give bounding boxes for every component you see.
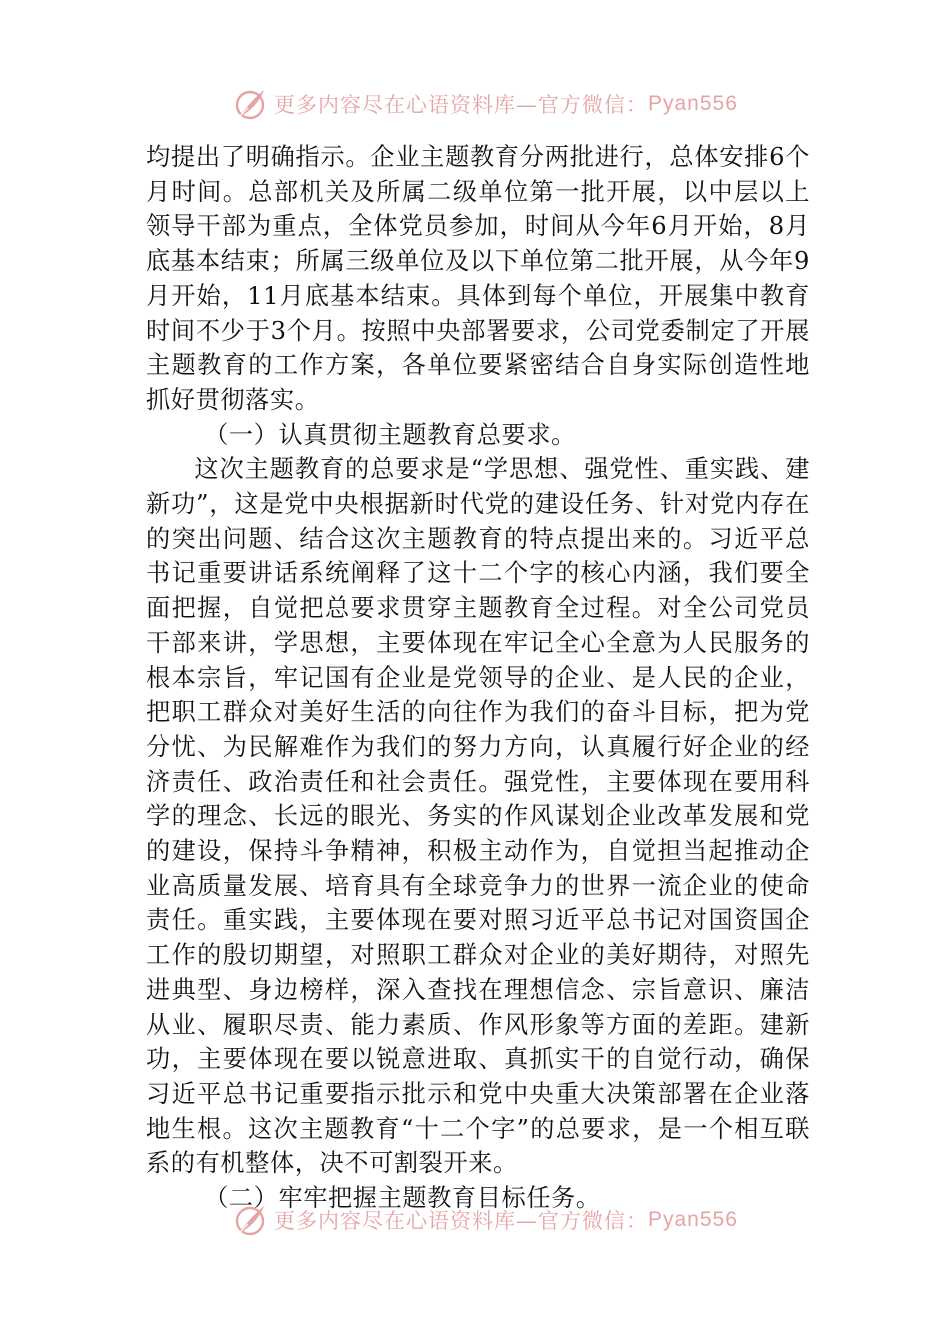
paragraph-continuation: 均提出了明确指示。企业主题教育分两批进行，总体安排6个月时间。总部机关及所属二级单位第一批开展，以中层以上领导干部为重点，全体党员参加，时间从今年6月开始，8月底基本结束；所属三级单位及以下单位第二批开展，从今年9月开始，11月底基本结束。具体到每个单位，开展集中教育时间不少于3个月。按照中央部署要求，公司党委制定了开展主题教育的工作方案，各单位要紧密结合自身实际创造性地抓好贯彻落实。 bbox=[146, 143, 810, 414]
watermark-wechat-id: Pyan556 bbox=[648, 1208, 738, 1231]
watermark-wechat-id: Pyan556 bbox=[648, 92, 738, 115]
watermark-text: 更多内容尽在心语资料库—官方微信： bbox=[274, 1209, 648, 1233]
paragraph-body: 这次主题教育的总要求是“学思想、强党性、重实践、建新功”，这是党中央根据新时代党的建设任务、针对党内存在的突出问题、结合这次主题教育的特点提出来的。习近平总书记重要讲话系统阐释了这十二个字的核心内涵，我们要全面把握，自觉把总要求贯穿主题教育全过程。对全公司党员干部来讲，学思想，主要体现在牢记全心全意为人民服务的根本宗旨，牢记国有企业是党领导的企业、是人民的企业，把职工群众对美好生活的向往作为我们的奋斗目标，把为党分忧、为民解难作为我们的努力方向，认真履行好企业的经济责任、政治责任和社会责任。强党性，主要体现在要用科学的理念、长远的眼光、务实的作风谋划企业改革发展和党的建设，保持斗争精神，积极主动作为，自觉担当起推动企业高质量发展、培育具有全球竞争力的世界一流企业的使命责任。重实践，主要体现在要对照习近平总书记对国资国企工作的殷切期望，对照职工群众对企业的美好期待，对照先进典型、身边榜样，深入查找在理想信念、宗旨意识、廉洁从业、履职尽责、能力素质、作风形象等方面的差距。建新功，主要体现在要以锐意进取、真抓实干的自觉行动，确保习近平总书记重要指示批示和党中央重大决策部署在企业落地生根。这次主题教育“十二个字”的总要求，是一个相互联系的有机整体，决不可割裂开来。 bbox=[146, 455, 810, 1178]
feather-ink-icon bbox=[230, 1200, 270, 1240]
section-heading-1: （一）认真贯彻主题教育总要求。 bbox=[204, 420, 576, 449]
watermark-text: 更多内容尽在心语资料库—官方微信： bbox=[274, 93, 648, 117]
watermark-banner-bottom bbox=[230, 1200, 750, 1240]
section-heading-2: （二）牢牢把握主题教育目标任务。 bbox=[204, 1184, 601, 1213]
feather-ink-icon bbox=[230, 84, 270, 124]
document-body bbox=[146, 140, 810, 1216]
watermark-banner-top bbox=[230, 84, 750, 124]
